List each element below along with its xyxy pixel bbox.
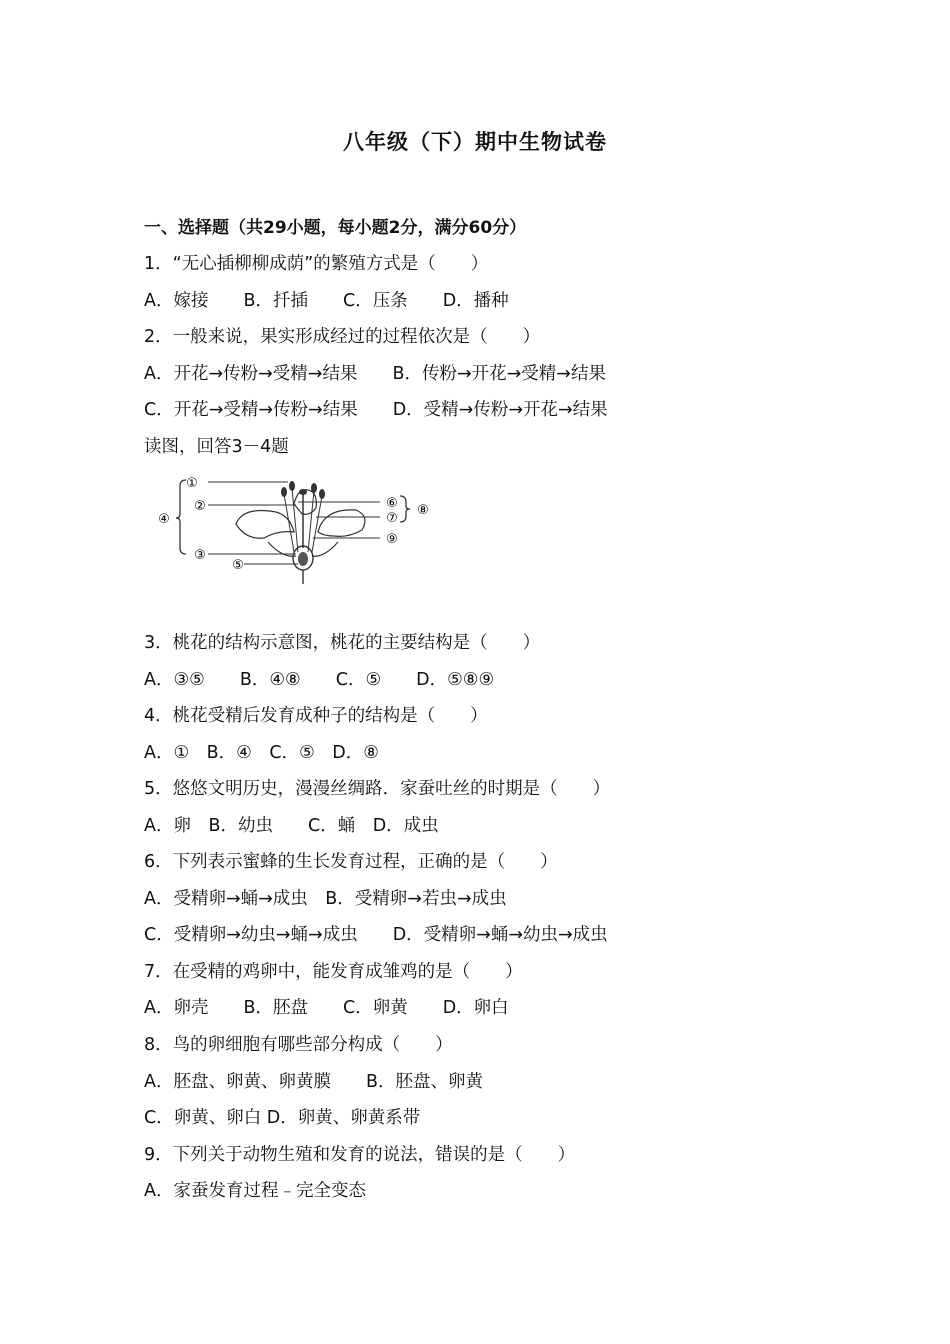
question-9: 9．下列关于动物生殖和发育的说法，错误的是（ ）	[144, 1145, 576, 1165]
label-6: ⑥	[386, 496, 398, 511]
question-2: 2．一般来说，果实形成经过的过程依次是（ ）	[144, 327, 541, 347]
question-3: 3．桃花的结构示意图，桃花的主要结构是（ ）	[144, 633, 541, 653]
question-6: 6．下列表示蜜蜂的生长发育过程，正确的是（ ）	[144, 852, 558, 872]
label-2: ②	[194, 499, 206, 514]
label-3: ③	[194, 548, 206, 563]
figure-instruction: 读图，回答3－4题	[144, 437, 289, 457]
label-7: ⑦	[386, 511, 398, 526]
petal-left	[236, 511, 294, 539]
question-8-options-ab: A．胚盘、卵黄、卵黄膜 B．胚盘、卵黄	[144, 1072, 483, 1092]
question-9-option-a: A．家蚕发育过程﹣完全变态	[144, 1181, 366, 1201]
anther-3	[311, 483, 317, 493]
question-6-options-cd: C．受精卵→幼虫→蛹→成虫 D．受精卵→蛹→幼虫→成虫	[144, 925, 608, 945]
question-8: 8．鸟的卵细胞有哪些部分构成（ ）	[144, 1035, 453, 1055]
question-7: 7．在受精的鸡卵中，能发育成雏鸡的是（ ）	[144, 962, 523, 982]
flower-structure-diagram	[148, 472, 438, 600]
label-5: ⑤	[232, 558, 244, 573]
question-1-options: A．嫁接 B．扦插 C．压条 D．播种	[144, 291, 509, 311]
bracket-left	[176, 480, 186, 554]
question-8-options-cd: C．卵黄、卵白 D．卵黄、卵黄系带	[144, 1108, 421, 1128]
question-4: 4．桃花受精后发育成种子的结构是（ ）	[144, 706, 488, 726]
question-6-options-ab: A．受精卵→蛹→成虫 B．受精卵→若虫→成虫	[144, 889, 507, 909]
question-7-options: A．卵壳 B．胚盘 C．卵黄 D．卵白	[144, 998, 509, 1018]
question-5: 5．悠悠文明历史，漫漫丝绸路．家蚕吐丝的时期是（ ）	[144, 779, 611, 799]
anther-4	[319, 489, 325, 499]
petal-right	[318, 510, 365, 537]
anther-2	[289, 481, 295, 491]
section-heading: 一、选择题（共29小题，每小题2分，满分60分）	[144, 218, 527, 238]
question-2-options-ab: A．开花→传粉→受精→结果 B．传粉→开花→受精→结果	[144, 364, 606, 384]
anther-1	[281, 487, 287, 497]
stigma	[299, 489, 307, 495]
stamen-2	[292, 488, 298, 552]
label-1: ①	[186, 476, 198, 491]
question-1: 1．“无心插柳柳成荫”的繁殖方式是（ ）	[144, 254, 489, 274]
label-4: ④	[158, 512, 170, 527]
question-4-options: A．① B．④ C．⑤ D．⑧	[144, 743, 379, 763]
page-title: 八年级（下）期中生物试卷	[343, 130, 607, 154]
ovule	[298, 552, 308, 566]
stamen-1	[284, 494, 294, 552]
question-2-options-cd: C．开花→受精→传粉→结果 D．受精→传粉→开花→结果	[144, 400, 608, 420]
question-5-options: A．卵 B．幼虫 C．蛹 D．成虫	[144, 816, 439, 836]
question-3-options: A．③⑤ B．④⑧ C．⑤ D．⑤⑧⑨	[144, 670, 495, 690]
stamen-3	[308, 490, 314, 552]
label-8: ⑧	[417, 503, 429, 518]
label-9: ⑨	[386, 532, 398, 547]
bracket-right	[400, 496, 410, 522]
